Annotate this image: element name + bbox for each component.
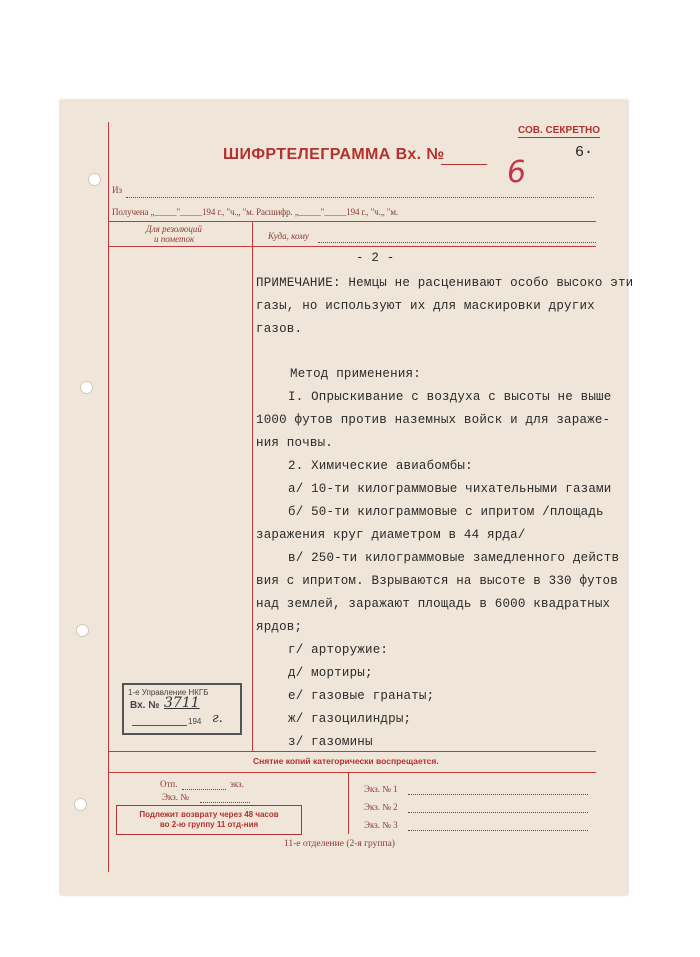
- received-line: Получена „_____"_____194 г., "ч.„ "м. Расшифр. „_____"_____194 г., "ч.„ "м.: [112, 207, 399, 217]
- header-grid-top: [108, 221, 596, 222]
- punch-hole: [74, 798, 87, 811]
- margin-line: [108, 122, 109, 872]
- body-line: б/ 50-ти килограммовые с ипритом /площадь: [288, 505, 604, 519]
- stamp-line-3: 194: [188, 717, 202, 726]
- classification-label: СОВ. СЕКРЕТНО: [518, 125, 600, 136]
- body-line: заражения круг диаметром в 44 ярда/: [256, 528, 526, 542]
- body-line: ярдов;: [256, 620, 303, 634]
- body-line: над землей, заражают площадь в 6000 квадратных: [256, 597, 611, 611]
- ekz-no-label: Экз. №: [162, 792, 189, 802]
- resolutions-label: Для резолюций: [146, 224, 202, 234]
- body-line: а/ 10-ти килограммовые чихательными газами: [288, 482, 612, 496]
- footer-divider-bottom: [108, 772, 596, 773]
- stamp-date-line: [132, 725, 187, 726]
- copies-divider: [348, 772, 349, 834]
- otp-line: [182, 789, 226, 790]
- body-line: ния почвы.: [256, 436, 334, 450]
- body-line: е/ газовые гранаты;: [288, 689, 435, 703]
- document-sheet: [60, 100, 634, 895]
- body-line: I. Опрыскивание с воздуха с высоты не выше: [288, 390, 612, 404]
- to-label: Куда, кому: [268, 231, 309, 241]
- return-line-2: во 2-ю группу 11 отд-ния: [159, 820, 259, 829]
- body-line: вия с ипритом. Взрываются на высоте в 330 футов: [256, 574, 618, 588]
- header-grid-bottom: [108, 246, 596, 247]
- copy-1-line: [408, 794, 588, 795]
- punch-hole: [80, 381, 93, 394]
- punch-hole: [88, 173, 101, 186]
- copy-warning: Снятие копий категорически воспрещается.: [253, 756, 439, 766]
- body-line: в/ 250-ти килограммовые замедленного действ: [288, 551, 620, 565]
- punch-hole: [76, 624, 89, 637]
- registration-stamp: [122, 683, 242, 735]
- handwritten-number: 6: [505, 154, 528, 191]
- copy-2-line: [408, 812, 588, 813]
- body-line: Метод применения:: [290, 367, 421, 381]
- telegram-title: ШИФРТЕЛЕГРАММА Вх. №: [223, 146, 445, 163]
- from-line: [126, 197, 594, 198]
- body-line: з/ газомины: [288, 735, 373, 749]
- body-line: газов.: [256, 322, 303, 336]
- copy-3: Экз. № 3: [364, 820, 398, 830]
- title-number-underline: [441, 164, 487, 165]
- body-line: ж/ газоцилиндры;: [288, 712, 412, 726]
- resolutions-label-2: и пометок: [154, 234, 195, 244]
- body-line: 2. Химические авиабомбы:: [288, 459, 473, 473]
- stamp-year-suffix: г.: [212, 711, 223, 726]
- body-line: г/ арторужие:: [288, 643, 389, 657]
- stamp-number: 3711: [164, 695, 200, 711]
- body-line: ПРИМЕЧАНИЕ: Немцы не расценивают особо высоко эти: [256, 276, 634, 290]
- department-label: 11-е отделение (2-я группа): [284, 839, 395, 849]
- otp-suffix: экз.: [230, 779, 244, 789]
- ekz-no-line: [200, 802, 250, 803]
- from-label: Из: [112, 185, 123, 195]
- page-marker: - 2 -: [356, 251, 395, 265]
- copy-1: Экз. № 1: [364, 784, 398, 794]
- stamp-line-2: Вх. №: [130, 700, 160, 711]
- copy-3-line: [408, 830, 588, 831]
- body-line: д/ мортиры;: [288, 666, 373, 680]
- stamp-line-1: 1-е Управление НКГБ: [128, 688, 209, 697]
- return-notice-box: [116, 805, 302, 835]
- footer-divider-top: [108, 751, 596, 752]
- return-line-1: Подлежит возврату через 48 часов: [139, 810, 279, 819]
- page-number: 6·: [575, 144, 594, 161]
- resolutions-divider: [252, 221, 253, 751]
- body-line: 1000 футов против наземных войск и для зараже-: [256, 413, 611, 427]
- otp-label: Отп.: [160, 779, 178, 789]
- copy-2: Экз. № 2: [364, 802, 398, 812]
- to-line: [318, 242, 596, 243]
- body-line: газы, но используют их для маскировки других: [256, 299, 595, 313]
